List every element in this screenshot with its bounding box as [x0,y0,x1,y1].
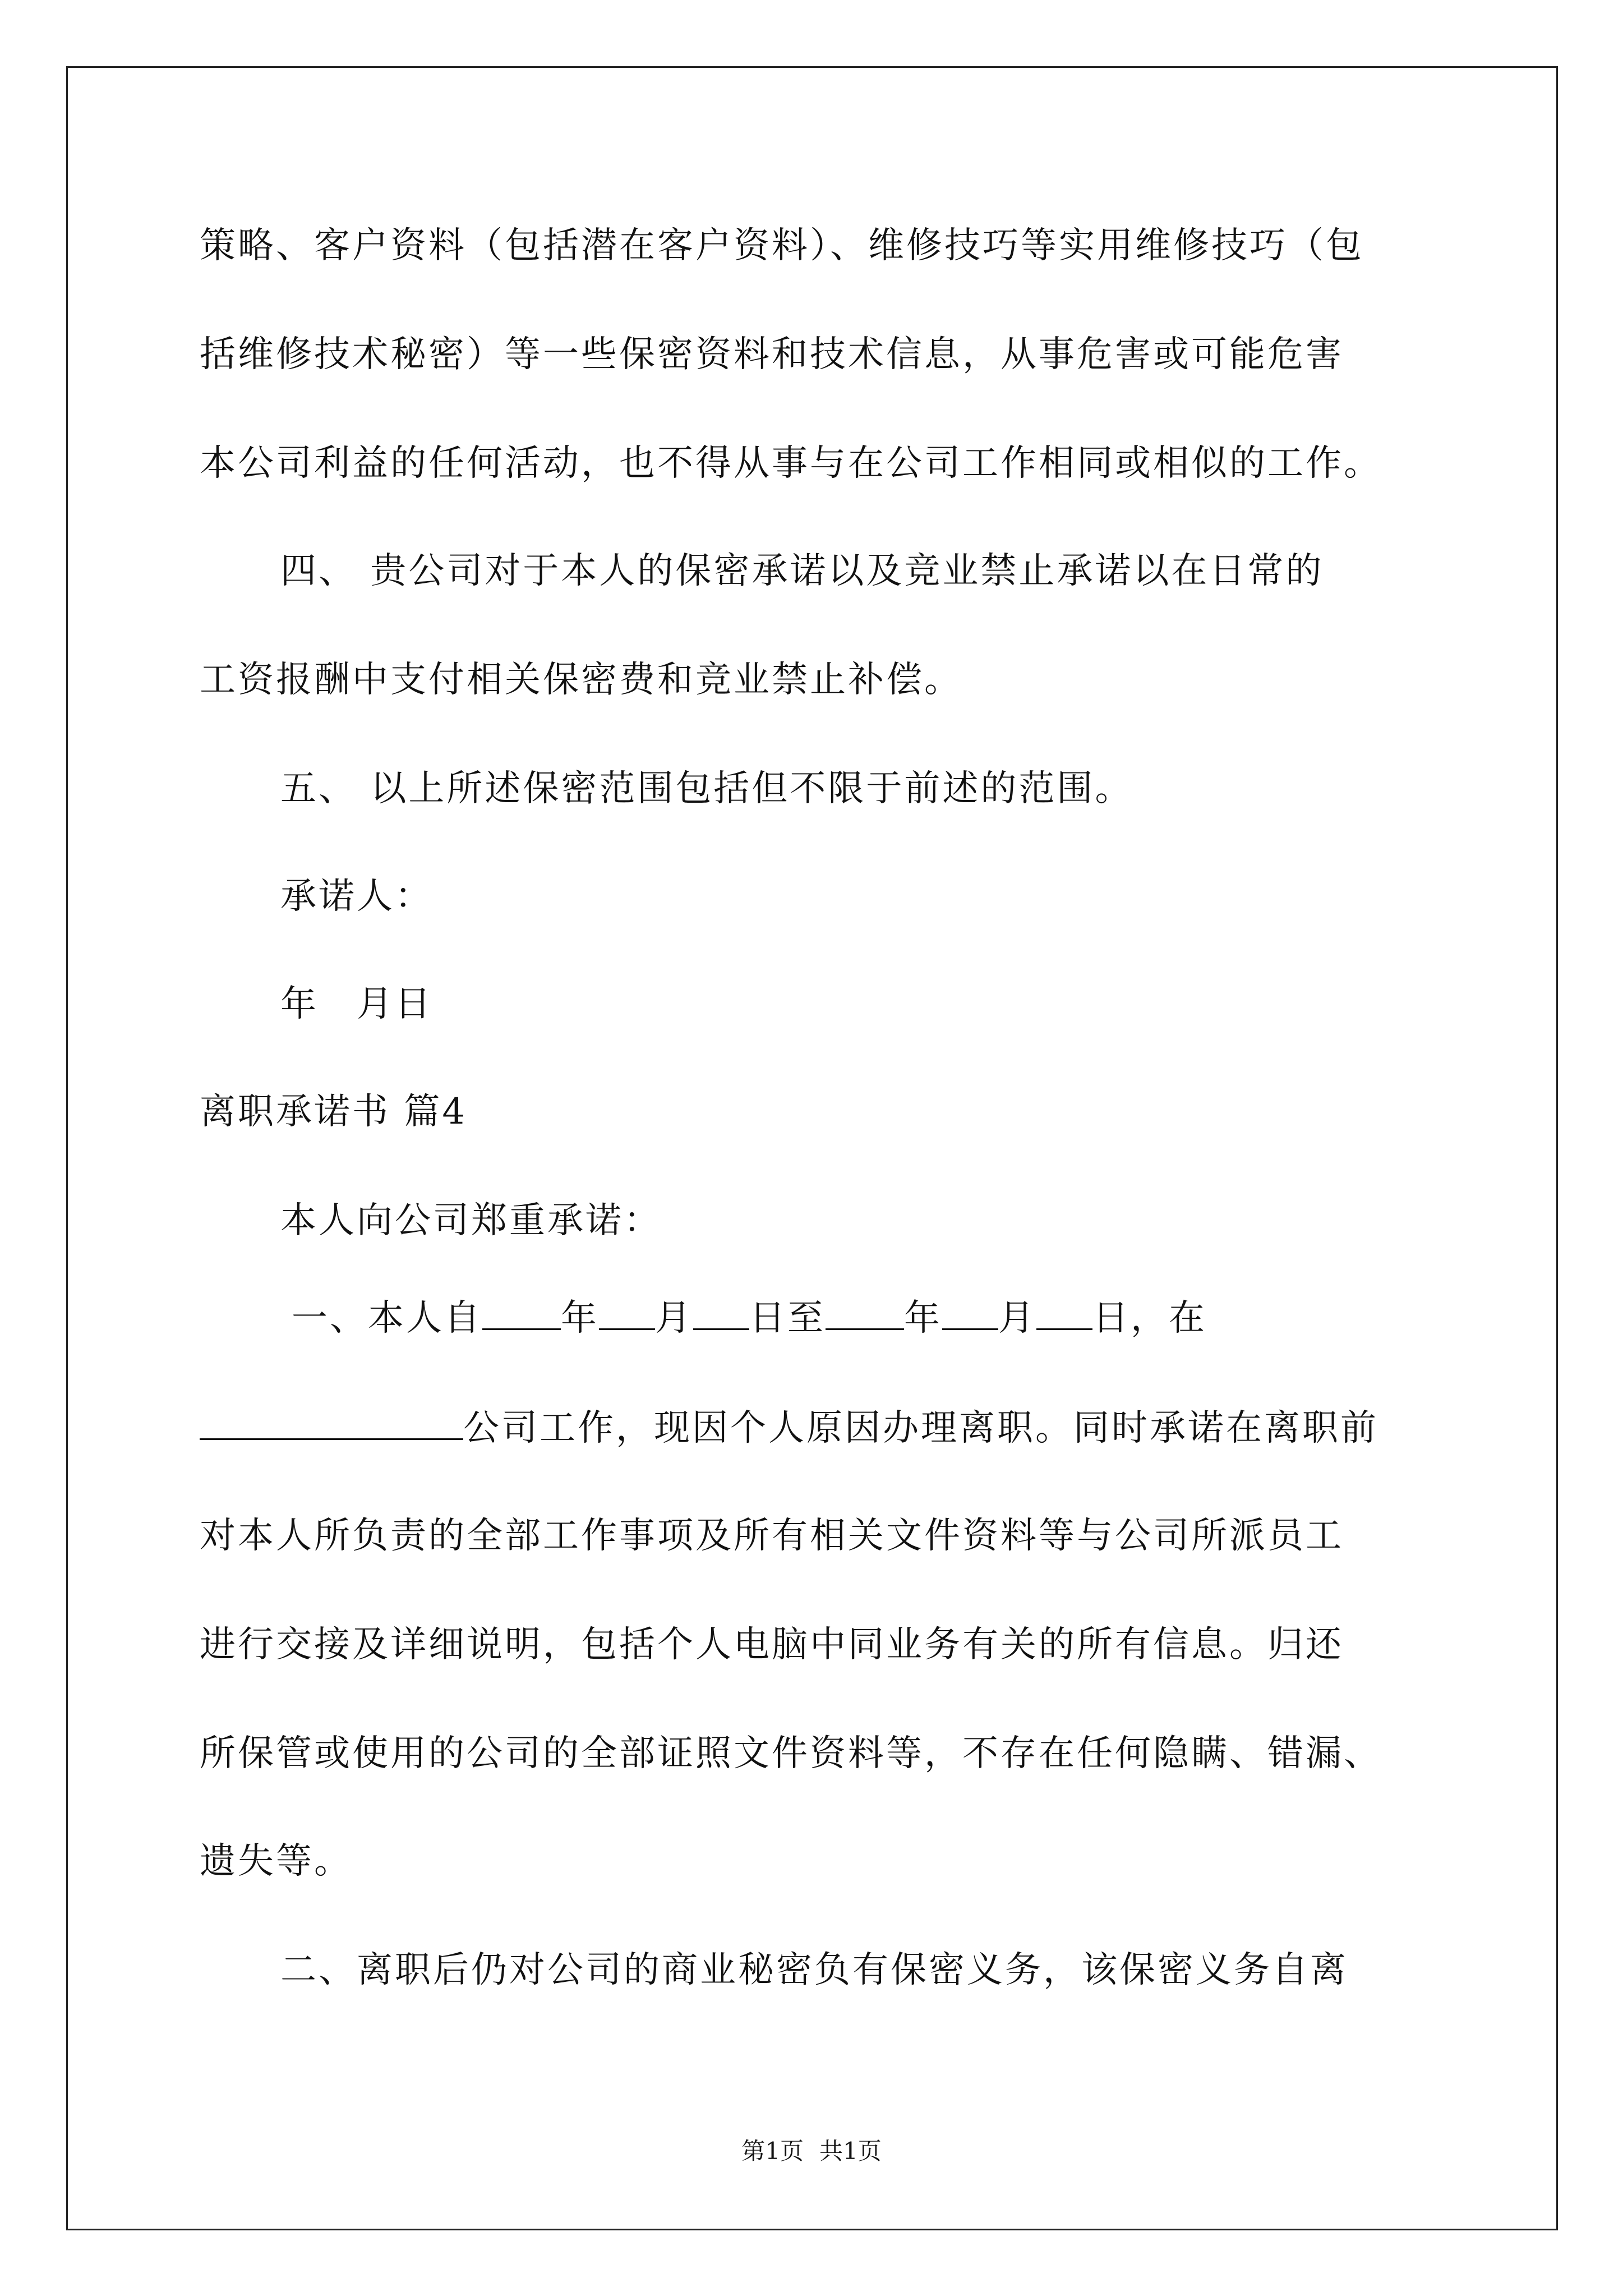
page-total: 共1页 [819,2137,882,2165]
text-line: 工资报酬中支付相关保密费和竞业禁止补偿。 [200,659,962,701]
page-border [66,66,1558,2230]
promisor-label: 承诺人： [280,876,433,917]
blank-field[interactable] [599,1296,655,1330]
text-line: 策略、客户资料（包括潜在客户资料）、维修技巧等实用维修技巧（包 [200,225,1364,266]
section-four-line: 四、 贵公司对于本人的保密承诺以及竞业禁止承诺以在日常的 [280,550,1324,592]
blank-field[interactable] [826,1296,904,1330]
blank-field[interactable] [693,1296,749,1330]
text-line: 本公司利益的任何活动，也不得从事与在公司工作相同或相似的工作。 [200,443,1382,484]
text-line: 所保管或使用的公司的全部证照文件资料等，不存在任何隐瞒、错漏、 [200,1733,1382,1774]
page-footer [0,2137,1623,2165]
page-number: 第1页 [741,2137,804,2165]
blank-field[interactable] [942,1296,998,1330]
text-line: 括维修技术秘密）等一些保密资料和技术信息，从事危害或可能危害 [200,334,1344,375]
text-line: 对本人所负责的全部工作事项及所有相关文件资料等与公司所派员工 [200,1515,1344,1557]
blank-field[interactable] [482,1296,561,1330]
date-line: 年 月日 [280,983,433,1025]
blank-field[interactable] [1036,1296,1092,1330]
item-one-line: 公司工作，现因个人原因办理离职。同时承诺在离职前 [200,1406,1378,1451]
blank-field[interactable] [200,1406,463,1440]
item-one-line: 一、本人自 年 月 日至 年 月 日，在 [292,1296,1207,1341]
opening-line: 本人向公司郑重承诺： [280,1200,662,1241]
text-line: 进行交接及详细说明，包括个人电脑中同业务有关的所有信息。归还 [200,1624,1344,1665]
text-line: 遗失等。 [200,1841,352,1882]
section-five-line: 五、 以上所述保密范围包括但不限于前述的范围。 [280,768,1133,809]
section-heading: 离职承诺书 篇4 [200,1091,468,1133]
item-two-line: 二、离职后仍对公司的商业秘密负有保密义务，该保密义务自离 [280,1949,1348,1991]
